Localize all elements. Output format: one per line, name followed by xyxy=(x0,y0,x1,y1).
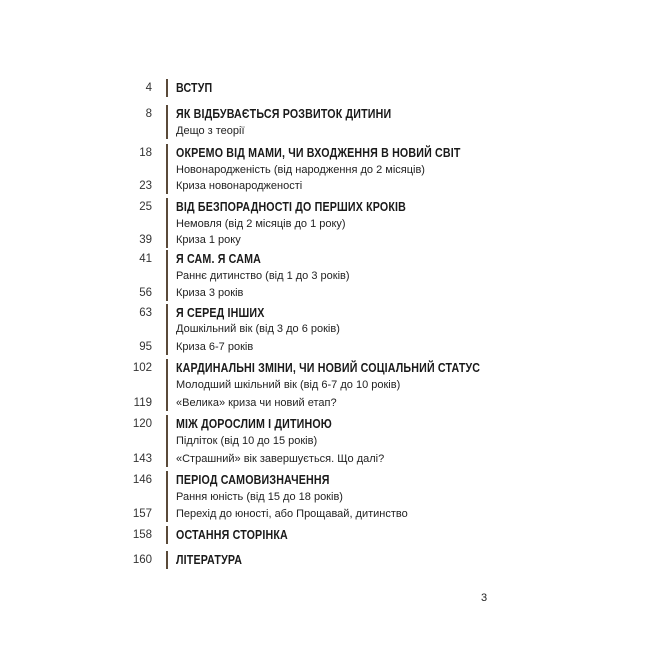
toc-section-title: КАРДИНАЛЬНІ ЗМІНИ, ЧИ НОВИЙ СОЦІАЛЬНИЙ СТАТУС xyxy=(176,360,481,375)
toc-section-title: ВІД БЕЗПОРАДНОСТІ ДО ПЕРШИХ КРОКІВ xyxy=(176,199,407,214)
toc-subsection-title: «Страшний» вік завершується. Що далі? xyxy=(176,453,385,465)
toc-subsection-title: Криза 3 років xyxy=(176,287,244,299)
toc-subsection-title: Молодший шкільний вік (від 6-7 до 10 років) xyxy=(176,379,401,391)
toc-section-bar xyxy=(166,250,168,301)
toc-section-bar xyxy=(166,198,168,248)
toc-section-title: ВСТУП xyxy=(176,80,213,95)
toc-page-number: 102 xyxy=(132,362,152,374)
toc-subsection-title: Рання юність (від 15 до 18 років) xyxy=(176,491,343,503)
toc-section-bar xyxy=(166,359,168,411)
toc-subsection-page-number: 143 xyxy=(132,453,152,465)
toc-section-title: ОСТАННЯ СТОРІНКА xyxy=(176,527,288,542)
toc-section-bar xyxy=(166,415,168,467)
toc-page-number: 8 xyxy=(145,108,152,120)
toc-subsection-page-number: 39 xyxy=(139,234,152,246)
toc-subsection-title: Новонародженість (від народження до 2 місяців) xyxy=(176,164,425,176)
toc-section-title: ПЕРІОД САМОВИЗНАЧЕННЯ xyxy=(176,472,330,487)
toc-section-bar xyxy=(166,551,168,569)
toc-section-title: ЯК ВІДБУВАЄТЬСЯ РОЗВИТОК ДИТИНИ xyxy=(176,106,392,121)
toc-page-number: 120 xyxy=(132,418,152,430)
toc-subsection-title: Раннє дитинство (від 1 до 3 років) xyxy=(176,270,350,282)
toc-subsection-page-number: 95 xyxy=(139,341,152,353)
toc-subsection-title: «Велика» криза чи новий етап? xyxy=(176,397,337,409)
toc-section-bar xyxy=(166,79,168,97)
toc-subsection-title: Дещо з теорії xyxy=(176,125,245,137)
toc-subsection-page-number: 23 xyxy=(139,180,152,192)
toc-subsection-title: Перехід до юності, або Прощавай, дитинство xyxy=(176,508,408,520)
toc-page-number: 25 xyxy=(139,201,152,213)
toc-subsection-title: Підліток (від 10 до 15 років) xyxy=(176,435,318,447)
toc-page-number: 146 xyxy=(132,474,152,486)
toc-subsection-page-number: 56 xyxy=(139,287,152,299)
toc-page-number: 4 xyxy=(145,82,152,94)
toc-page-number: 158 xyxy=(132,529,152,541)
toc-page-number: 63 xyxy=(139,307,152,319)
toc-section-bar xyxy=(166,526,168,544)
toc-subsection-page-number: 119 xyxy=(133,397,152,409)
toc-subsection-page-number: 157 xyxy=(132,508,152,520)
toc-subsection-title: Немовля (від 2 місяців до 1 року) xyxy=(176,218,346,230)
toc-section-title: ОКРЕМО ВІД МАМИ, ЧИ ВХОДЖЕННЯ В НОВИЙ СВІТ xyxy=(176,145,461,160)
toc-page-number: 160 xyxy=(132,554,152,566)
toc-subsection-title: Дошкільний вік (від 3 до 6 років) xyxy=(176,323,340,335)
toc-section-title: Я СЕРЕД ІНШИХ xyxy=(176,305,265,320)
toc-page-number: 18 xyxy=(139,147,152,159)
toc-subsection-title: Криза новонародженості xyxy=(176,180,303,192)
toc-subsection-title: Криза 6-7 років xyxy=(176,341,254,353)
toc-section-title: МІЖ ДОРОСЛИМ І ДИТИНОЮ xyxy=(176,416,332,431)
toc-section-bar xyxy=(166,105,168,139)
toc-section-title: ЛІТЕРАТУРА xyxy=(176,552,243,567)
toc-subsection-title: Криза 1 року xyxy=(176,234,241,246)
toc-section-bar xyxy=(166,471,168,522)
page-number: 3 xyxy=(481,592,488,604)
toc-page-number: 41 xyxy=(139,253,152,265)
toc-section-bar xyxy=(166,304,168,355)
toc-section-title: Я САМ. Я САМА xyxy=(176,251,262,266)
toc-section-bar xyxy=(166,144,168,194)
